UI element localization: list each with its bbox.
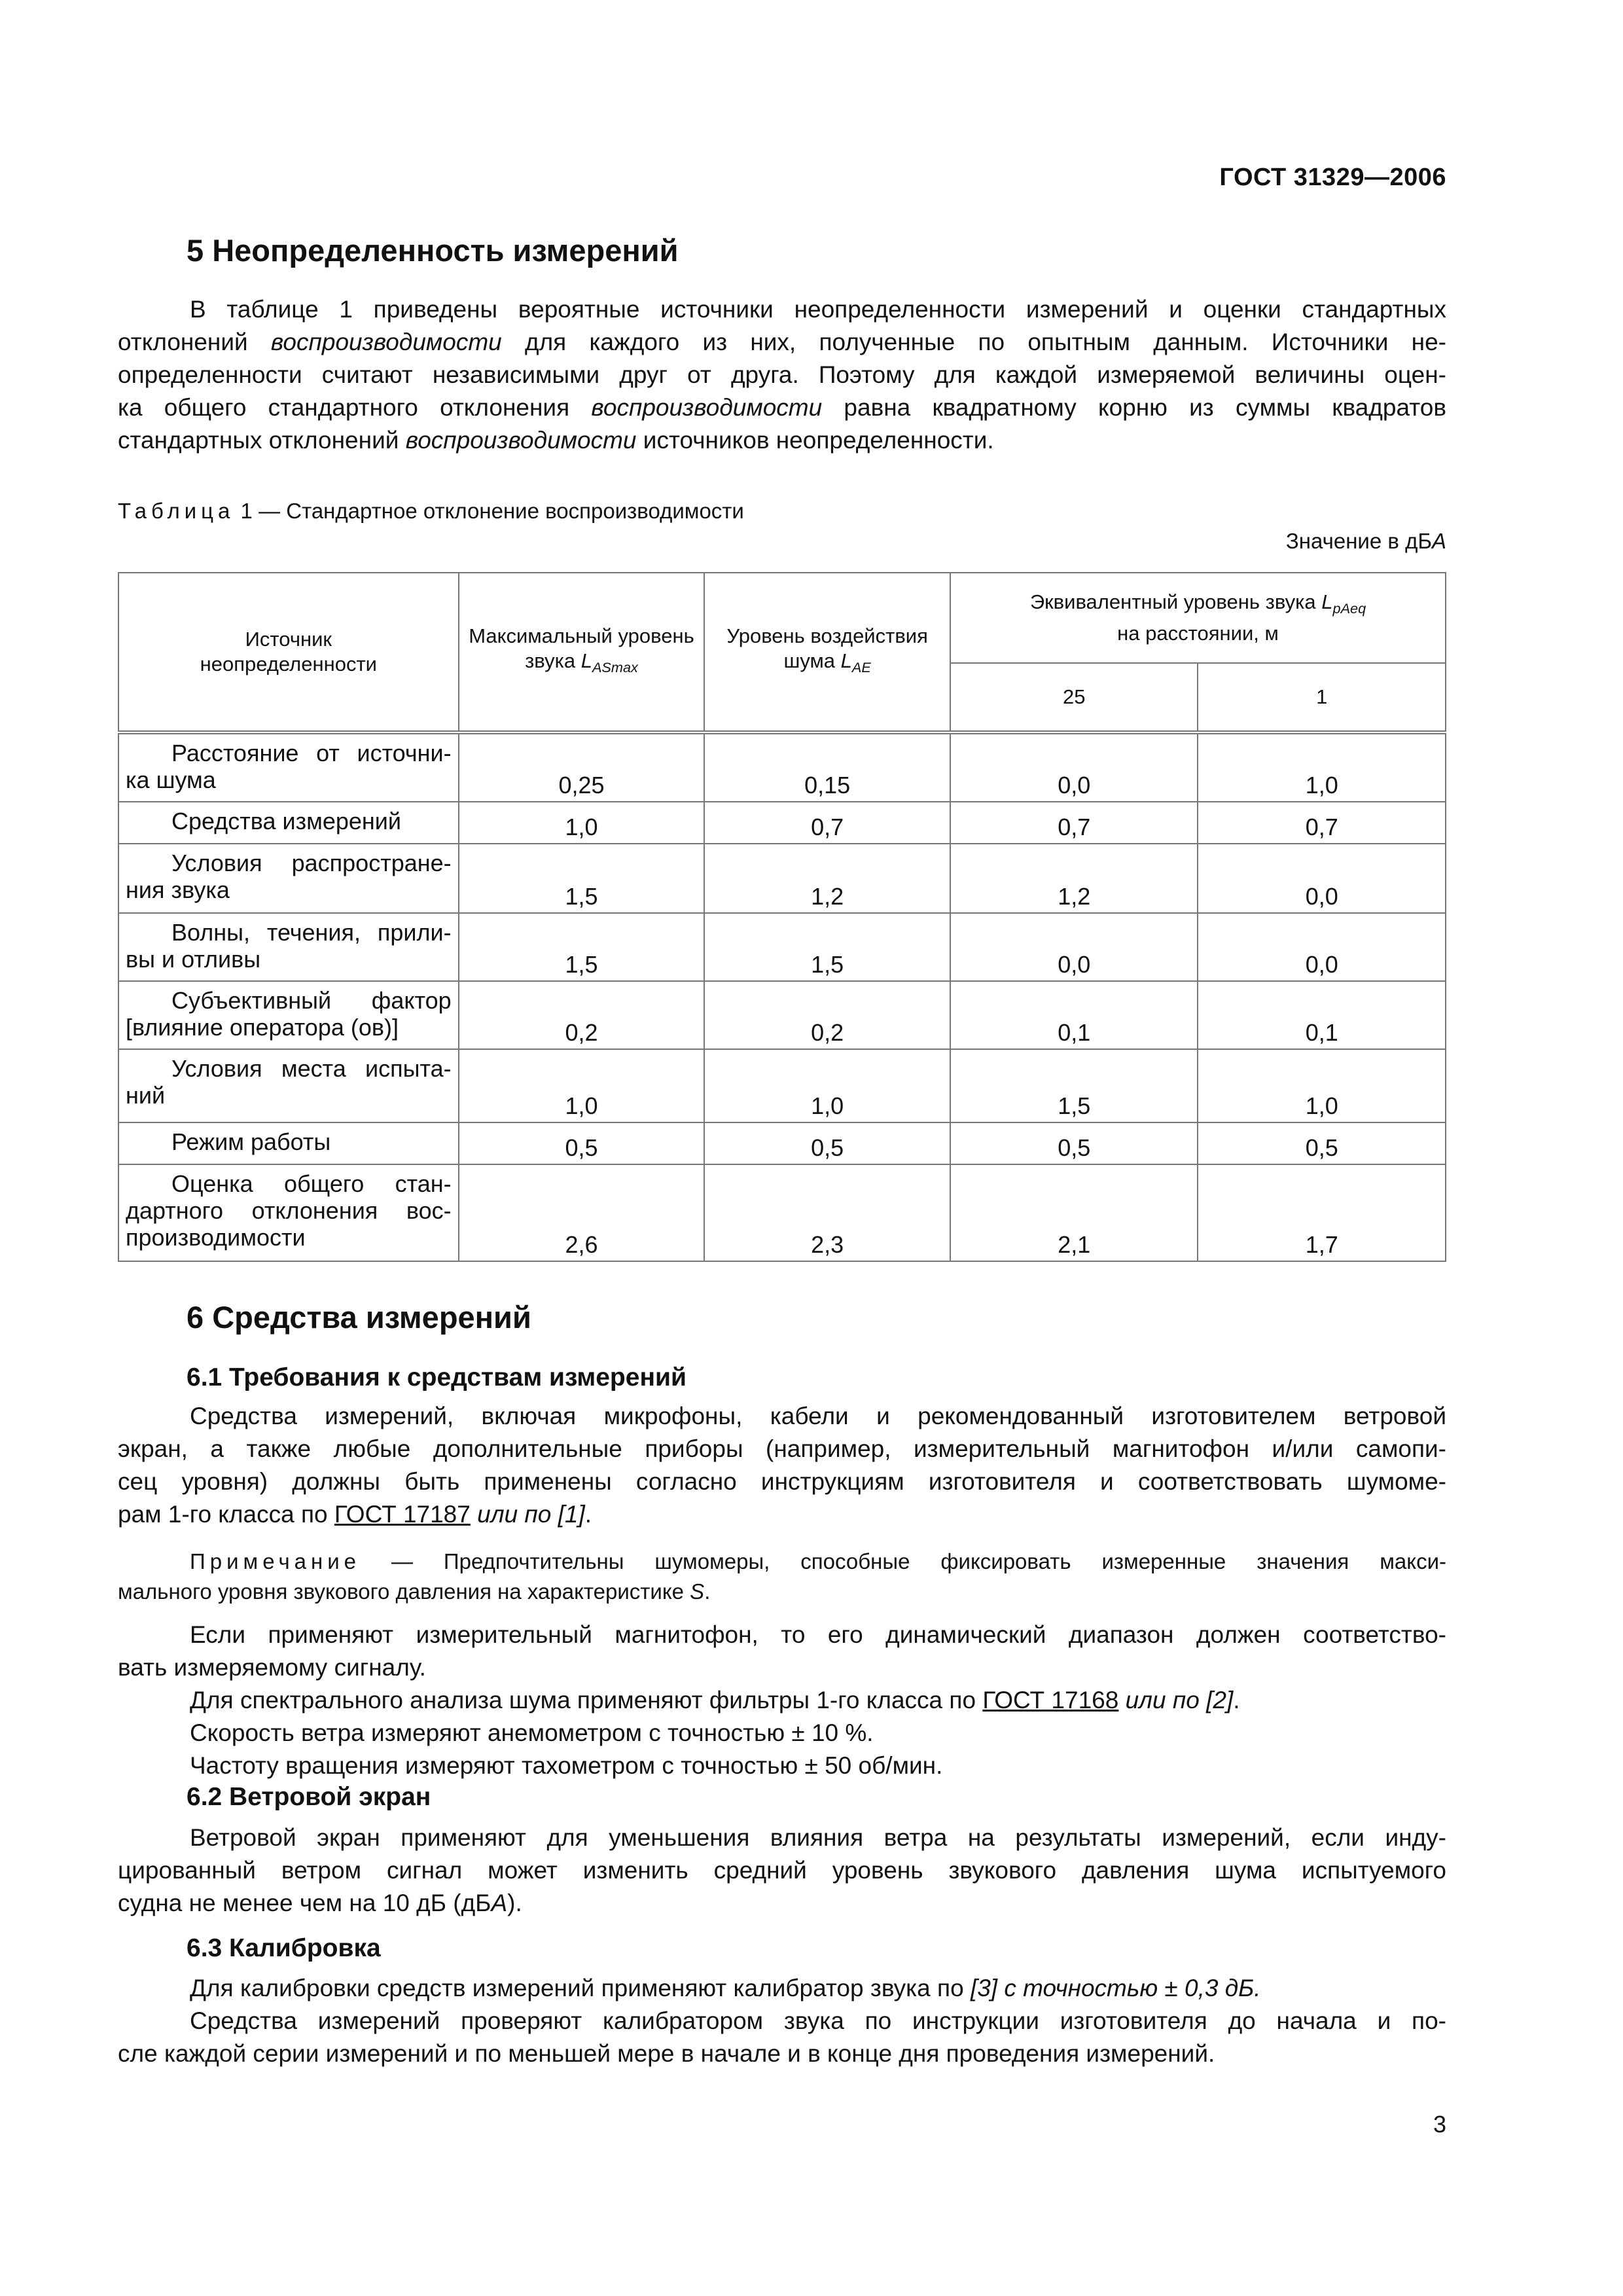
para-line: сец уровня) должны быть применены согласно инструкциям изготовителя и соответствовать шумоме-	[118, 1468, 1446, 1495]
table-caption: Таблица 1 — Стандартное отклонение воспроизводимости	[118, 499, 744, 523]
cell-equivalent-1m: 0,0	[1198, 913, 1446, 981]
para-line: Если применяют измерительный магнитофон, то его динамический диапазон должен соответство-	[190, 1621, 1446, 1648]
section-6-3-paragraph	[118, 1972, 1446, 2070]
cell-equivalent-25m: 1,5	[950, 1049, 1198, 1122]
header-max-level: Максимальный уровень звука $L_{ASmax}$	[459, 573, 705, 732]
section-6-1-continued	[118, 1619, 1446, 1782]
cell-equivalent-25m: 0,7	[950, 802, 1198, 844]
para-line: ка общего стандартного отклонения воспроизводимости равна квадратному корню из суммы квадратов	[118, 394, 1446, 421]
table-row	[118, 913, 1446, 981]
cell-max-level: 0,2	[459, 981, 705, 1049]
section-6-title: 6 Средства измерений	[187, 1300, 531, 1335]
gost-17168-link[interactable]: ГОСТ 17168	[982, 1687, 1119, 1713]
cell-source: Оценка общего стан- дартного отклонения вос- производимости	[118, 1164, 459, 1261]
para-line: стандартных отклонений воспроизводимости источников неопределенности.	[118, 427, 994, 454]
para-line: рам 1-го класса по ГОСТ 17187 или по [1].	[118, 1501, 592, 1528]
para-line: Средства измерений, включая микрофоны, кабели и рекомендованный изготовителем ветровой	[190, 1403, 1446, 1429]
header-distance-1: 1	[1198, 663, 1446, 732]
para-line: сле каждой серии измерений и по меньшей мере в начале и в конце дня проведения измерений.	[118, 2040, 1215, 2067]
cell-equivalent-1m: 1,0	[1198, 1049, 1446, 1122]
para-line: отклонений воспроизводимости для каждого из них, полученные по опытным данным. Источники не-	[118, 329, 1446, 355]
table-row	[118, 732, 1446, 802]
table-row	[118, 1122, 1446, 1164]
cell-exposure: 2,3	[704, 1164, 950, 1261]
para-line: Ветровой экран применяют для уменьшения влияния ветра на результаты измерений, если инду-	[190, 1824, 1446, 1851]
cell-max-level: 0,25	[459, 732, 705, 802]
table-1	[118, 572, 1446, 1262]
cell-max-level: 0,5	[459, 1122, 705, 1164]
cell-max-level: 2,6	[459, 1164, 705, 1261]
cell-source: Средства измерений	[118, 802, 459, 844]
table-row	[118, 844, 1446, 913]
para-line: Скорость ветра измеряют анемометром с точностью ± 10 %.	[190, 1719, 874, 1746]
section-6-2-title: 6.2 Ветровой экран	[187, 1783, 431, 1811]
cell-source: Режим работы	[118, 1122, 459, 1164]
cell-source: Условия места испыта- ний	[118, 1049, 459, 1122]
para-line: экран, а также любые дополнительные приборы (например, измерительный магнитофон и/или самопи-	[118, 1435, 1446, 1462]
cell-equivalent-1m: 0,7	[1198, 802, 1446, 844]
table-row	[118, 1049, 1446, 1122]
para-line: определенности считают независимыми друг от друга. Поэтому для каждой измеряемой величины оцен-	[118, 361, 1446, 388]
section-6-1-title: 6.1 Требования к средствам измерений	[187, 1363, 687, 1391]
cell-source: Расстояние от источни- ка шума	[118, 732, 459, 802]
cell-max-level: 1,0	[459, 1049, 705, 1122]
para-line: вать измеряемому сигналу.	[118, 1654, 426, 1681]
note: Примечание — Предпочтительны шумомеры, способные фиксировать измеренные значения макси- мального уровня звукового давления на характеристике S.	[118, 1549, 1446, 1604]
cell-equivalent-25m: 2,1	[950, 1164, 1198, 1261]
table-header-row	[118, 573, 1446, 663]
gost-17187-link[interactable]: ГОСТ 17187	[334, 1501, 471, 1528]
cell-equivalent-25m: 1,2	[950, 844, 1198, 913]
cell-equivalent-25m: 0,1	[950, 981, 1198, 1049]
section-5-paragraph	[118, 293, 1446, 457]
section-6-1-paragraph	[118, 1400, 1446, 1531]
table-units: Значение в дБА	[1285, 529, 1446, 553]
section-5-title: 5 Неопределенность измерений	[187, 233, 679, 268]
cell-equivalent-1m: 0,1	[1198, 981, 1446, 1049]
cell-exposure: 1,2	[704, 844, 950, 913]
para-line: цированный ветром сигнал может изменить средний уровень звукового давления шума испытуемого	[118, 1857, 1446, 1884]
cell-equivalent-1m: 1,0	[1198, 732, 1446, 802]
page-number: 3	[1433, 2111, 1446, 2138]
cell-equivalent-1m: 1,7	[1198, 1164, 1446, 1261]
cell-exposure: 0,7	[704, 802, 950, 844]
para-line: Средства измерений проверяют калибратором звука по инструкции изготовителя до начала и по-	[190, 2007, 1446, 2034]
cell-equivalent-25m: 0,0	[950, 913, 1198, 981]
header-exposure: Уровень воздействия шума $L_{AE}$	[704, 573, 950, 732]
table-row	[118, 981, 1446, 1049]
cell-equivalent-25m: 0,5	[950, 1122, 1198, 1164]
header-equivalent: Эквивалентный уровень звука $L_{pAeq}$ на расстоянии, м	[950, 573, 1446, 663]
cell-exposure: 1,5	[704, 913, 950, 981]
table-row	[118, 1164, 1446, 1261]
cell-source: Волны, течения, прили- вы и отливы	[118, 913, 459, 981]
cell-equivalent-1m: 0,0	[1198, 844, 1446, 913]
cell-source: Субъективный фактор [влияние оператора (ов)]	[118, 981, 459, 1049]
cell-equivalent-25m: 0,0	[950, 732, 1198, 802]
table-body	[118, 732, 1446, 1261]
cell-exposure: 1,0	[704, 1049, 950, 1122]
section-6-2-paragraph	[118, 1821, 1446, 1920]
para-line: Для спектрального анализа шума применяют фильтры 1-го класса по ГОСТ 17168 или по [2].	[190, 1687, 1240, 1713]
cell-equivalent-1m: 0,5	[1198, 1122, 1446, 1164]
cell-max-level: 1,0	[459, 802, 705, 844]
cell-max-level: 1,5	[459, 913, 705, 981]
document-code: ГОСТ 31329—2006	[1219, 164, 1446, 191]
document-page	[118, 0, 1446, 2296]
para-line: В таблице 1 приведены вероятные источники неопределенности измерений и оценки стандартных	[190, 296, 1446, 323]
cell-source: Условия распростране- ния звука	[118, 844, 459, 913]
header-source: Источник неопределенности	[118, 573, 459, 732]
cell-exposure: 0,5	[704, 1122, 950, 1164]
para-line: Частоту вращения измеряют тахометром с точностью ± 50 об/мин.	[190, 1752, 943, 1779]
cell-exposure: 0,15	[704, 732, 950, 802]
section-6-3-title: 6.3 Калибровка	[187, 1934, 381, 1962]
para-line: судна не менее чем на 10 дБ (дБА).	[118, 1890, 522, 1916]
table-row	[118, 802, 1446, 844]
cell-exposure: 0,2	[704, 981, 950, 1049]
header-distance-25: 25	[950, 663, 1198, 732]
cell-max-level: 1,5	[459, 844, 705, 913]
para-line: Для калибровки средств измерений применяют калибратор звука по [3] с точностью ± 0,3 дБ.	[190, 1975, 1261, 2001]
